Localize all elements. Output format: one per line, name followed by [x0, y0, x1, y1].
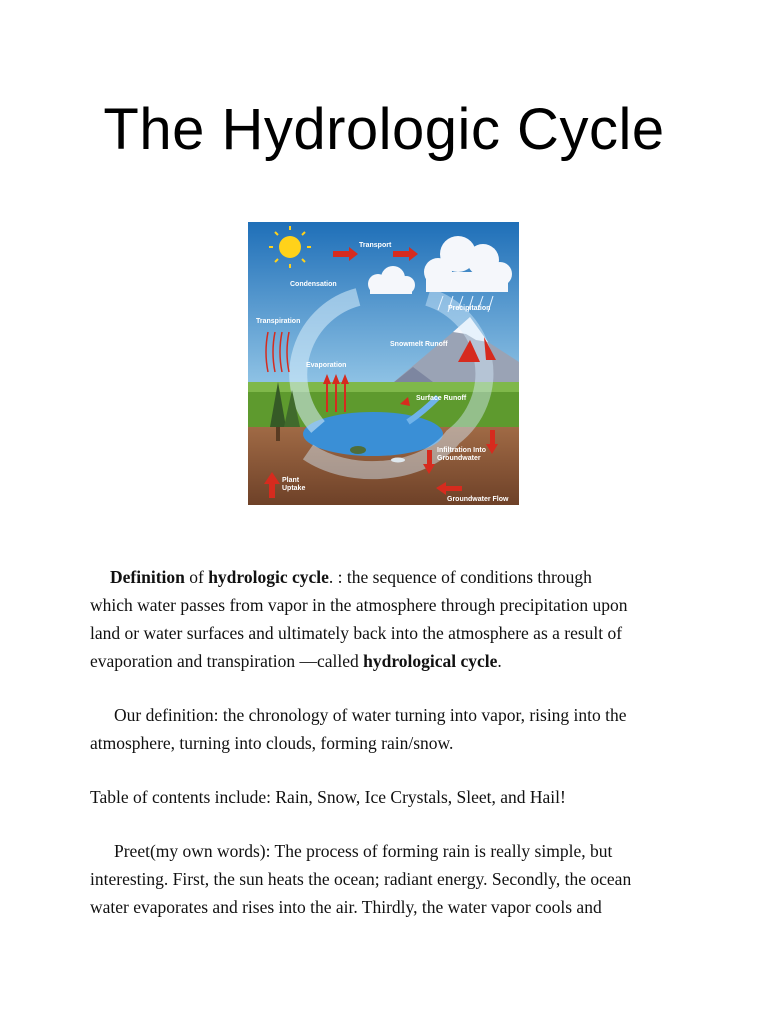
text-of: of: [184, 567, 209, 587]
paragraph-our-definition: [90, 701, 690, 757]
label-transpiration: Transpiration: [256, 318, 301, 325]
definition-line2: which water passes from vapor in the atmosphere through precipitation upon: [90, 595, 628, 615]
page-title: The Hydrologic Cycle: [103, 97, 665, 162]
turtle-icon: [350, 446, 366, 454]
label-infiltration-line1: Infiltration Into: [437, 447, 486, 454]
term-hydrological-cycle: hydrological cycle: [363, 651, 498, 671]
hydrologic-cycle-diagram: [248, 222, 519, 505]
own-words-line1: Preet(my own words): The process of forming rain is really simple, but: [114, 841, 613, 861]
sun-icon: [279, 236, 301, 258]
label-surface-runoff: Surface Runoff: [416, 395, 467, 402]
label-plant-uptake-line1: Plant: [282, 477, 300, 484]
paragraph-table-of-contents: [90, 783, 690, 811]
label-groundwater-flow: Groundwater Flow: [447, 496, 509, 503]
lake: [303, 412, 443, 456]
label-snowmelt-runoff: Snowmelt Runoff: [390, 341, 448, 348]
our-definition-line2: atmosphere, turning into clouds, forming rain/snow.: [90, 733, 454, 753]
definition-line1: . : the sequence of conditions through: [328, 567, 592, 587]
label-precipitation: Precipitation: [448, 305, 491, 312]
definition-line4-end: .: [497, 651, 502, 671]
definition-line4: evaporation and transpiration —called: [90, 651, 364, 671]
own-words-line3: water evaporates and rises into the air. Thirdly, the water vapor cools and: [90, 897, 602, 917]
label-infiltration-line2: Groundwater: [437, 455, 481, 462]
label-transport: Transport: [359, 242, 392, 249]
body-text: [90, 563, 690, 921]
table-of-contents-line: Table of contents include: Rain, Snow, Ice Crystals, Sleet, and Hail!: [90, 787, 566, 807]
label-plant-uptake-line2: Uptake: [282, 485, 306, 492]
fish-icon: [391, 458, 405, 463]
definition-line3: land or water surfaces and ultimately back into the atmosphere as a result of: [90, 623, 623, 643]
term-hydrologic-cycle: hydrologic cycle: [208, 567, 329, 587]
paragraph-definition: [90, 563, 690, 675]
own-words-line2: interesting. First, the sun heats the ocean; radiant energy. Secondly, the ocean: [90, 869, 632, 889]
label-evaporation: Evaporation: [306, 362, 347, 369]
our-definition-line1: Our definition: the chronology of water turning into vapor, rising into the: [114, 705, 627, 725]
diagram-svg: [248, 222, 519, 505]
evaporation-arrows-icon: [323, 374, 349, 412]
paragraph-own-words: [90, 837, 690, 921]
term-definition: Definition: [110, 567, 185, 587]
label-condensation: Condensation: [290, 281, 337, 288]
